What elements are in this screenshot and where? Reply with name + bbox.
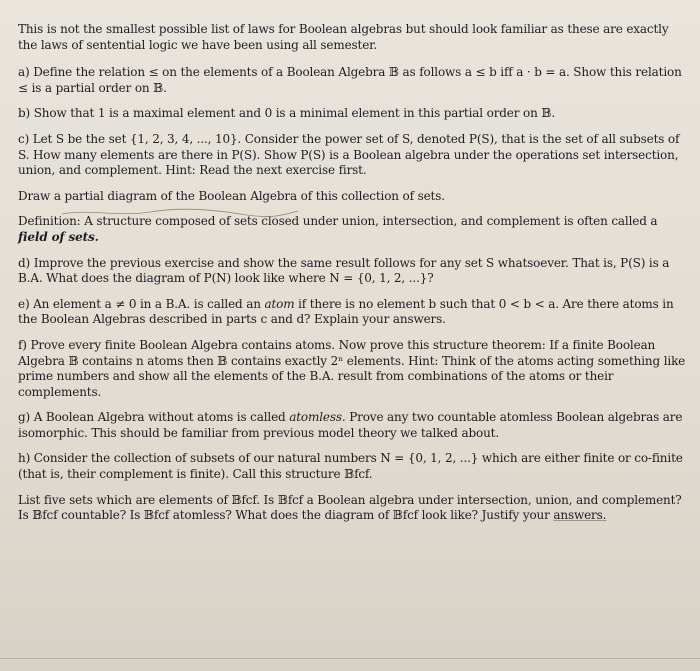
part-e-paragraph bbox=[18, 297, 686, 328]
answers-word: answers. bbox=[553, 508, 607, 523]
part-e-text-end: if there is no element b such that 0 < b < a. Are there atoms in the Boolean Algebras described in parts c and d? Explain your answers. bbox=[18, 296, 674, 327]
final-question-text: List five sets which are elements of 𝔹fcf. Is 𝔹fcf a Boolean algebra under intersection, union, and complement? Is 𝔹fcf countable? Is 𝔹fcf atomless? What does the diagram of 𝔹fcf look like? Justify your bbox=[18, 492, 682, 523]
final-question-paragraph bbox=[18, 493, 686, 524]
definition-paragraph bbox=[18, 214, 686, 245]
part-d-paragraph: d) Improve the previous exercise and show the same result follows for any set S whatsoever. That is, P(S) is a B.A. What does the diagram of P(N) look like where N = {0, 1, 2, ...}? bbox=[18, 255, 670, 286]
atom-term: atom bbox=[264, 296, 295, 311]
definition-text: Definition: A structure composed of sets closed under union, intersection, and complement is often called a bbox=[18, 214, 658, 229]
atomless-term: atomless. bbox=[289, 410, 346, 425]
part-h-paragraph: h) Consider the collection of subsets of our natural numbers N = {0, 1, 2, ...} which are either finite or co-finite (that is, their complement is finite). Call this structure 𝔹fcf. bbox=[18, 451, 683, 482]
part-c-paragraph: c) Let S be the set {1, 2, 3, 4, ..., 10}. Consider the power set of S, denoted P(S), that is the set of all subsets of S. How many elements are there in P(S). Show P(S) is a Boolean algebra under the operations set intersection, union, and complement. Hint: Read the next exercise first. bbox=[18, 131, 680, 178]
intro-paragraph: This is not the smallest possible list of laws for Boolean algebras but should look familiar as these are exactly the laws of sentential logic we have been using all semester. bbox=[18, 22, 669, 52]
part-e-text-start: e) An element a ≠ 0 in a B.A. is called an bbox=[18, 296, 265, 311]
part-b-paragraph: b) Show that 1 is a maximal element and 0 is a minimal element in this partial order on 𝔹. bbox=[18, 106, 555, 121]
draw-diagram-paragraph: Draw a partial diagram of the Boolean Algebra of this collection of sets. bbox=[18, 188, 445, 203]
definition-term: field of sets. bbox=[18, 229, 99, 244]
page-bottom-rule bbox=[0, 658, 700, 659]
part-f-paragraph: f) Prove every finite Boolean Algebra contains atoms. Now prove this structure theorem: If a finite Boolean Algebra 𝔹 contains n atoms then 𝔹 contains exactly 2ⁿ elements. Hint: Think of the atoms acting something like prime numbers and show all the elements of the B.A. result from combinations of the atoms or their complements. bbox=[18, 337, 686, 399]
part-g-paragraph bbox=[18, 410, 686, 441]
part-g-text-end: Prove any two countable atomless Boolean algebras are isomorphic. This should be familiar from previous model theory we talked about. bbox=[18, 410, 683, 440]
part-g-text-start: g) A Boolean Algebra without atoms is called bbox=[18, 410, 290, 425]
part-a-paragraph: a) Define the relation ≤ on the elements of a Boolean Algebra 𝔹 as follows a ≤ b iff a · b = a. Show this relation ≤ is a partial order on 𝔹. bbox=[18, 65, 682, 95]
